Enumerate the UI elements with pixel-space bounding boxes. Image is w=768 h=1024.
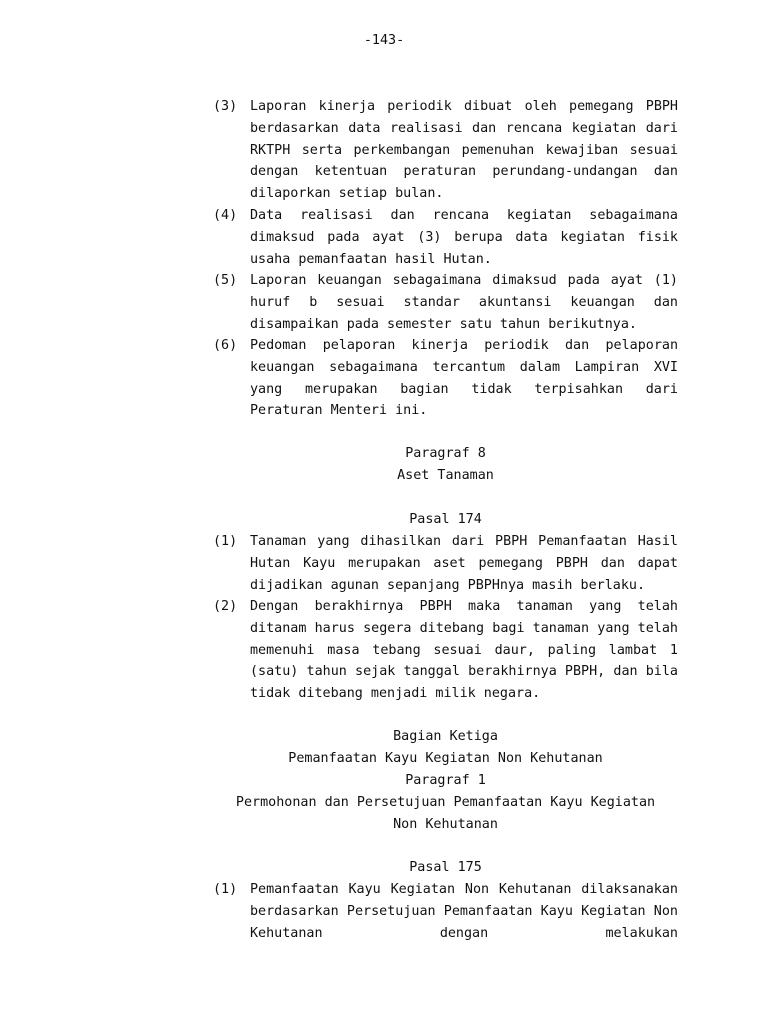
item-text: Dengan berakhirnya PBPH maka tanaman yang telah ditanam harus segera ditebang bagi tanaman yang telah memenuhi masa tebang sesuai daur, paling lambat 1 (satu) tahun sejak tanggal berakhirnya PBPH, dan bila tidak ditebang menjadi milik negara.: [250, 599, 678, 702]
bagian-heading: Bagian Ketiga: [393, 729, 498, 744]
paragraf-title: Aset Tanaman: [397, 468, 494, 483]
item-number: (6): [213, 338, 238, 353]
paragraf-title-cont: Non Kehutanan: [393, 817, 498, 832]
pasal-heading: Pasal 175: [409, 860, 482, 875]
page-number: -143-: [363, 33, 405, 48]
list-item: [213, 879, 678, 944]
item-number: (2): [213, 599, 238, 614]
list-item: [213, 270, 678, 335]
item-text: Data realisasi dan rencana kegiatan sebagaimana dimaksud pada ayat (3) berupa data kegiatan fisik usaha pemanfaatan hasil Hutan.: [250, 208, 678, 267]
item-number: (4): [213, 208, 238, 223]
item-text: Laporan kinerja periodik dibuat oleh pemegang PBPH berdasarkan data realisasi dan rencana kegiatan dari RKTPH serta perkembangan pemenuhan kewajiban sesuai dengan ketentuan peraturan perundang-undangan dan dilaporkan setiap bulan.: [250, 99, 678, 202]
list-item: [213, 96, 678, 205]
list-item: [213, 335, 678, 422]
item-number: (3): [213, 99, 238, 114]
paragraf-heading: Paragraf 8: [405, 446, 486, 461]
bagian-title: Pemanfaatan Kayu Kegiatan Non Kehutanan: [288, 751, 603, 766]
list-item: [213, 531, 678, 596]
item-number: (1): [213, 534, 238, 549]
item-text: Pedoman pelaporan kinerja periodik dan pelaporan keuangan sebagaimana tercantum dalam Lampiran XVI yang merupakan bagian tidak terpisahkan dari Peraturan Menteri ini.: [250, 338, 678, 419]
item-text: Laporan keuangan sebagaimana dimaksud pada ayat (1) huruf b sesuai standar akuntansi keuangan dan disampaikan pada semester satu tahun berikutnya.: [250, 273, 678, 332]
item-text: Pemanfaatan Kayu Kegiatan Non Kehutanan dilaksanakan berdasarkan Persetujuan Pemanfaatan Kayu Kegiatan Non Kehutanan dengan melakukan: [250, 882, 678, 941]
paragraf-title: Permohonan dan Persetujuan Pemanfaatan Kayu Kegiatan: [235, 795, 656, 810]
paragraf-heading: Paragraf 1: [405, 773, 486, 788]
list-item: [213, 205, 678, 270]
item-text: Tanaman yang dihasilkan dari PBPH Pemanfaatan Hasil Hutan Kayu merupakan aset pemegang PBPH dan dapat dijadikan agunan sepanjang PBPHnya masih berlaku.: [250, 534, 678, 593]
item-number: (1): [213, 882, 238, 897]
pasal-heading: Pasal 174: [409, 512, 482, 527]
list-item: [213, 596, 678, 705]
item-number: (5): [213, 273, 238, 288]
